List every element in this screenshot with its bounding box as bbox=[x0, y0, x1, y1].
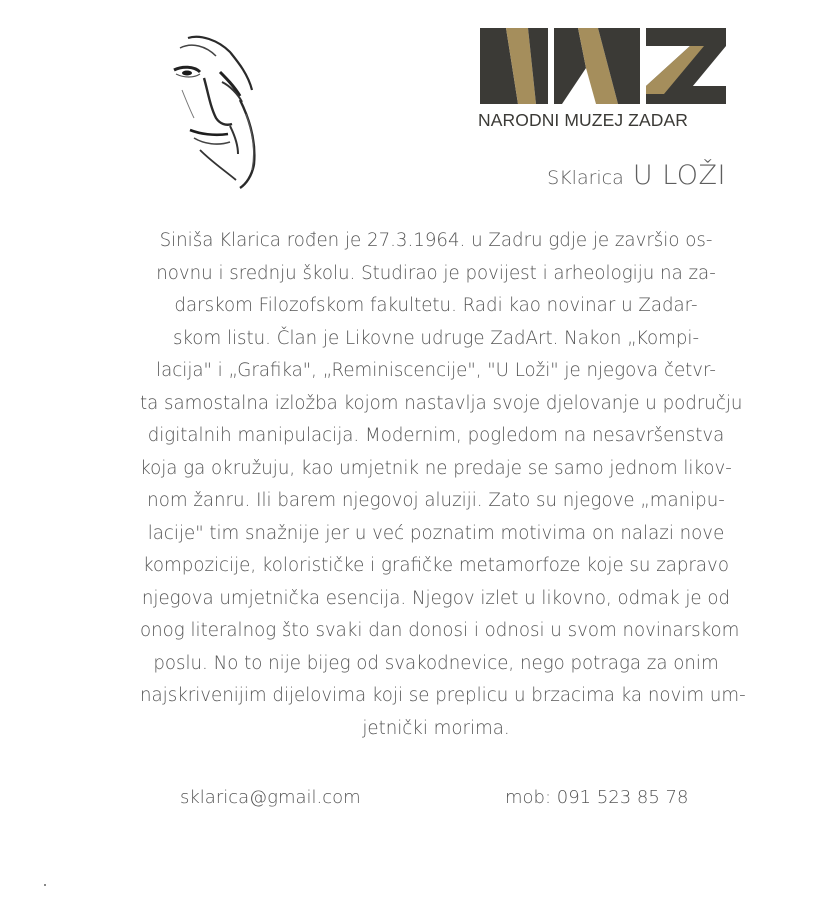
bio-line: njegova umjetnička esencija. Njegov izlet u likovno, odmak je od bbox=[141, 587, 731, 609]
nmz-logo-icon bbox=[478, 28, 728, 104]
bio-line: koja ga okružuju, kao umjetnik ne predaje se samo jednom likov- bbox=[140, 457, 732, 479]
contact-phone: mob: 091 523 85 78 bbox=[505, 787, 689, 808]
exhibition-title bbox=[547, 160, 726, 191]
exhibition-title-artist: SKlarica bbox=[547, 167, 624, 189]
bio-line: najskrivenijim dijelovima koji se preplicu u brzacima ka novim um- bbox=[140, 685, 746, 706]
artist-portrait-sketch bbox=[160, 30, 270, 190]
bio-line: ta samostalna izložba kojom nastavlja svoje djelovanje u području bbox=[140, 392, 743, 414]
bio-line: jetnički morima. bbox=[362, 717, 510, 739]
bio-line: Siniša Klarica rođen je 27.3.1964. u Zadru gdje je završio os- bbox=[159, 230, 713, 251]
exhibition-title-name: U LOŽI bbox=[632, 160, 726, 191]
artist-biography bbox=[140, 225, 746, 745]
bio-line: onog literalnog što svaki dan donosi i odnosi u svom novinarskom bbox=[140, 620, 740, 641]
bio-line: novnu i srednju školu. Studirao je povijest i arheologiju na za- bbox=[156, 262, 716, 284]
bio-line: darskom Filozofskom fakultetu. Radi kao novinar u Zadar- bbox=[174, 295, 698, 316]
bio-line: kompozicije, kolorističke i grafičke metamorfoze koje su zapravo bbox=[143, 555, 729, 576]
bio-line: lacije" tim snažnije jer u već poznatim motivima on nalazi nove bbox=[147, 522, 725, 544]
bio-line: poslu. No to nije bijeg od svakodnevice, nego potraga za onim bbox=[153, 652, 719, 674]
bio-line: digitalnih manipulacija. Modernim, pogledom na nesavršenstva bbox=[147, 425, 725, 446]
bio-line: nom žanru. Ili barem njegovoj aluziji. Zato su njegove „manipu- bbox=[147, 490, 725, 511]
contact-email[interactable]: sklarica@gmail.com bbox=[180, 787, 361, 808]
stray-mark bbox=[44, 884, 46, 886]
bio-line: lacija" i „Grafika", „Reminiscencije", "U Loži" je njegova četvr- bbox=[156, 360, 716, 381]
bio-line: skom listu. Član je Likovne udruge ZadArt. Nakon „Kompi- bbox=[172, 327, 700, 349]
museum-logo bbox=[478, 28, 728, 131]
museum-name: NARODNI MUZEJ ZADAR bbox=[478, 110, 688, 130]
